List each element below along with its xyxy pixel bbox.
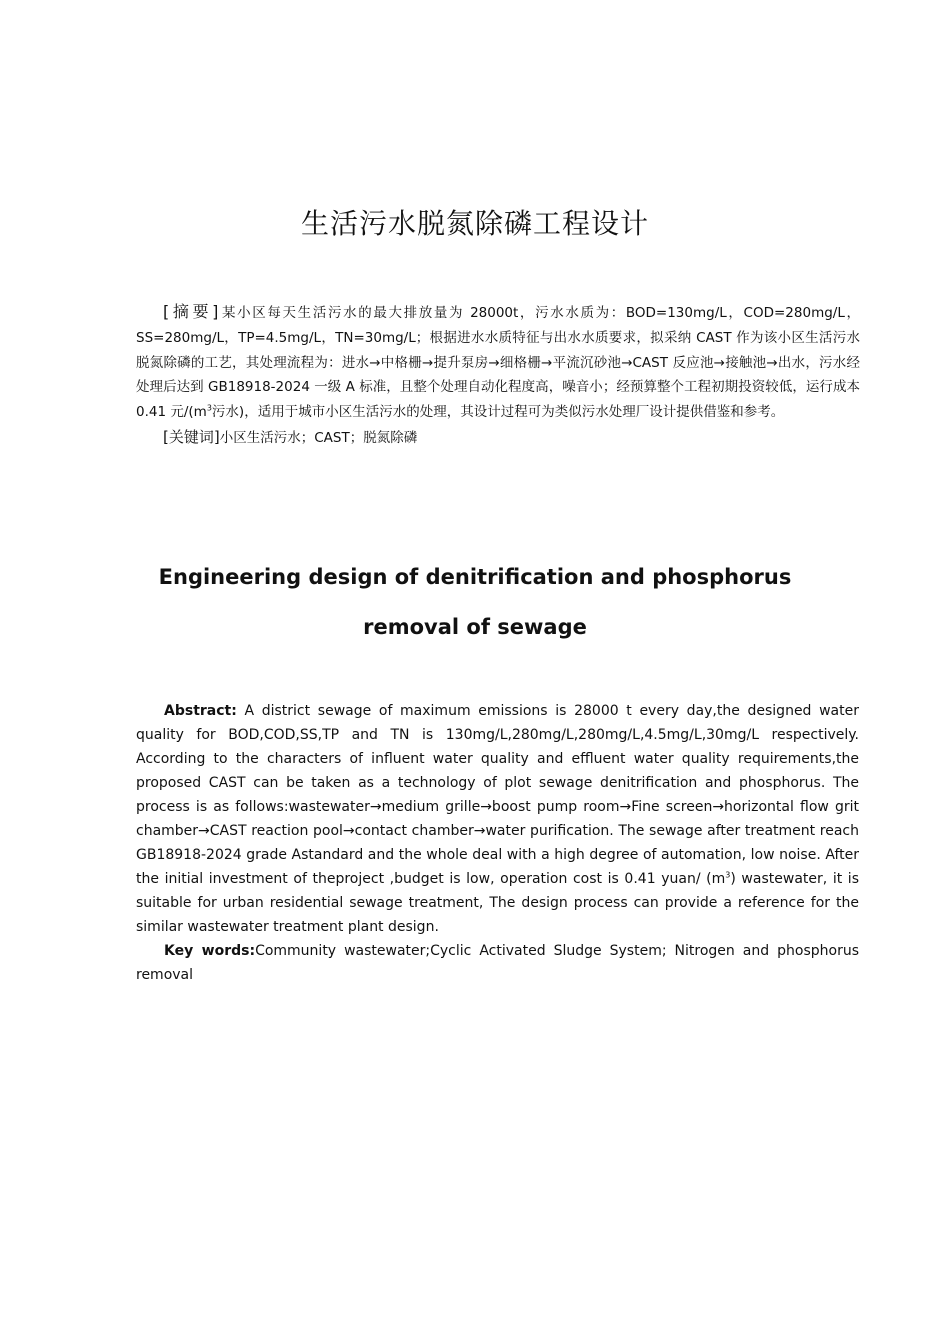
- english-abstract-superscript: 3: [725, 870, 731, 880]
- chinese-keywords-text: 小区生活污水；CAST；脱氮除磷: [219, 429, 418, 446]
- english-title-line-2: removal of sewage: [363, 615, 587, 639]
- english-abstract-text-b: ) wastewater, it is suitable for urban residential sewage treatment, The design process can provide a reference for the similar wastewater treatment plant design.: [136, 871, 859, 935]
- chinese-keywords-label: [关键词]: [163, 427, 220, 446]
- chinese-abstract: [136, 300, 860, 451]
- english-keywords-label: Key words:: [164, 943, 256, 959]
- chinese-abstract-superscript: 3: [206, 403, 212, 413]
- english-abstract-label: Abstract:: [164, 703, 237, 719]
- english-abstract-paragraph: [136, 699, 859, 939]
- chinese-abstract-text-a: 某小区每天生活污水的最大排放量为 28000t，污水水质为：BOD=130mg/L，COD=280mg/L，SS=280mg/L，TP=4.5mg/L，TN=30mg/L；根据进水水质特征与出水水质要求，拟采纳 CAST 作为该小区生活污水脱氮除磷的工艺，其处理流程为：进水→中格栅→提升泵房→细格栅→平流沉砂池→CAST 反应池→接触池→出水，污水经处理后达到 GB18918-2024 一级 A 标准，且整个处理自动化程度高，噪音小；经预算整个工程初期投资较低，运行成本 0.41 元/(m: [136, 305, 860, 421]
- english-title: [0, 552, 950, 652]
- english-keywords: [136, 939, 859, 987]
- chinese-title: 生活污水脱氮除磷工程设计: [300, 207, 649, 240]
- english-abstract: [136, 699, 859, 987]
- chinese-abstract-paragraph: [136, 300, 860, 425]
- chinese-abstract-label: [摘要]: [163, 302, 221, 321]
- english-keywords-text: Community wastewater;Cyclic Activated Sludge System; Nitrogen and phosphorus removal: [136, 943, 859, 983]
- chinese-keywords: [136, 425, 860, 451]
- english-title-line-1: Engineering design of denitrification and phosphorus: [158, 565, 792, 589]
- english-abstract-text-a: A district sewage of maximum emissions is 28000 t every day,the designed water quality for BOD,COD,SS,TP and TN is 130mg/L,280mg/L,280mg/L,4.5mg/L,30mg/L respectively. According to the characters of influent water quality and effluent water quality requirements,the proposed CAST can be taken as a technology of plot sewage denitrification and phosphorus. The process is as follows:wastewater→medium grille→boost pump room→Fine screen→horizontal flow grit chamber→CAST reaction pool→contact chamber→water purification. The sewage after treatment reach GB18918-2024 grade Astandard and the whole deal with a high degree of automation, low noise. After the initial investment of theproject ,budget is low, operation cost is 0.41 yuan/ (m: [136, 703, 859, 887]
- chinese-abstract-text-b: 污水)，适用于城市小区生活污水的处理，其设计过程可为类似污水处理厂设计提供借鉴和参考。: [211, 404, 785, 421]
